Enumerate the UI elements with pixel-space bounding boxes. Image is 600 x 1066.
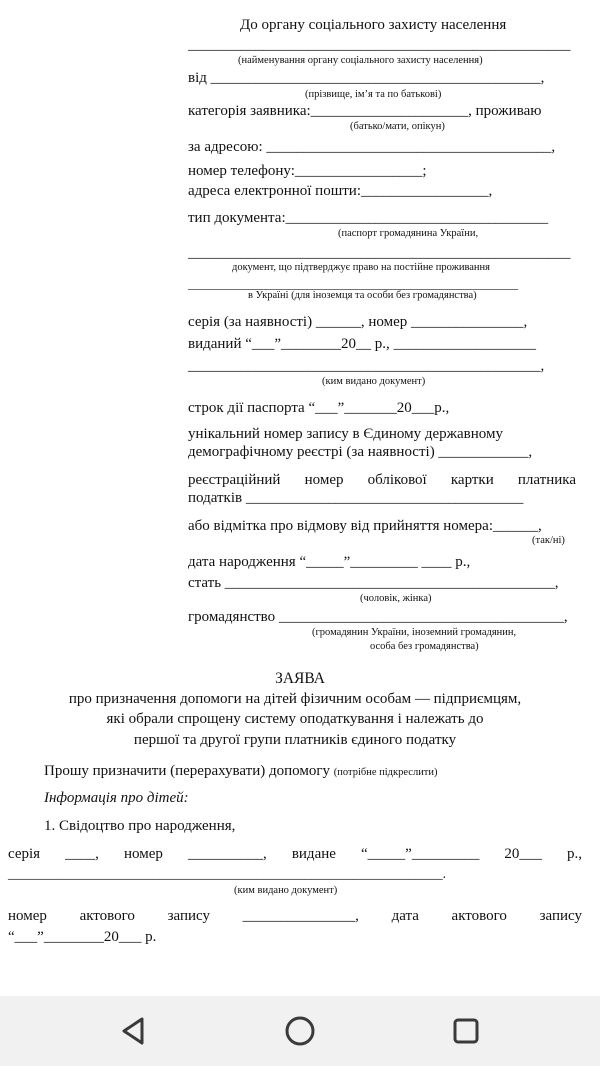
phone-field[interactable]: номер телефону:_________________; — [188, 163, 427, 179]
request-text — [44, 762, 438, 782]
tax-number-label: реєстраційний номер облікової картки платника — [188, 472, 576, 488]
back-triangle-icon — [116, 1013, 152, 1049]
tax-number-field[interactable]: податків _____________________________________ — [188, 490, 524, 506]
from-field[interactable]: від ____________________________________________, — [188, 70, 545, 86]
sex-field[interactable]: стать ____________________________________________, — [188, 575, 559, 591]
organ-hint: (найменування органу соціального захисту населення) — [238, 55, 483, 66]
organ-field[interactable]: ___________________________________________________ — [188, 37, 571, 53]
series-number-field[interactable]: серія (за наявності) ______, номер _______________, — [188, 314, 528, 330]
email-field[interactable]: адреса електронної пошти:_________________, — [188, 183, 493, 199]
certificate-issued-by-hint: (ким видано документ) — [234, 885, 338, 896]
sex-hint: (чоловік, жінка) — [360, 593, 432, 604]
citizenship-hint-2: особа без громадянства) — [370, 641, 479, 652]
record-number-field[interactable]: номер актового запису _______________, дата актового запису — [8, 908, 582, 924]
document-subtitle-2: які обрали спрощену систему оподаткування і належать до — [106, 711, 484, 727]
document-title: ЗАЯВА — [275, 670, 325, 687]
children-info-heading: Інформація про дітей: — [44, 790, 189, 806]
navigation-bar — [0, 996, 600, 1066]
passport-term-field[interactable]: строк дії паспорта “___”_______20___р., — [188, 400, 450, 416]
request-hint: (потрібне підкреслити) — [333, 767, 438, 778]
home-button[interactable] — [282, 1013, 318, 1049]
doctype-hint: (паспорт громадянина України, — [338, 228, 479, 239]
category-hint: (батько/мати, опікун) — [350, 121, 445, 132]
certificate-details-field[interactable]: серія ____, номер __________, видане “_____”_________ 20___ р., — [8, 846, 582, 862]
from-hint: (прізвище, ім’я та по батькові) — [305, 89, 442, 100]
unique-number-label: унікальний номер запису в Єдиному державному — [188, 426, 503, 442]
refusal-hint: (так/ні) — [532, 535, 565, 546]
doctype-hint-3: в Україні (для іноземця та особи без громадянства) — [248, 290, 477, 301]
doctype-field-3[interactable]: _______________________________________________________ — [188, 277, 518, 291]
category-field[interactable]: категорія заявника:_____________________, проживаю — [188, 103, 542, 119]
unique-number-field[interactable]: демографічному реєстрі (за наявності) ____________, — [188, 444, 533, 460]
certificate-issued-by-field[interactable]: _______________________________________________________________. — [8, 866, 447, 881]
doctype-field[interactable]: тип документа:___________________________________ — [188, 210, 549, 226]
record-date-field[interactable]: “___”________20___ р. — [8, 929, 157, 945]
issued-field[interactable]: виданий “___”________20__ р., ___________________ — [188, 336, 537, 352]
address-field[interactable]: за адресою: ______________________________________, — [188, 139, 556, 155]
refusal-field[interactable]: або відмітка про відмову від прийняття номера:______, — [188, 518, 542, 534]
request-label: Прошу призначити (перерахувати) допомогу — [44, 763, 331, 779]
addressee-label: До органу соціального захисту населення — [240, 17, 507, 33]
document-subtitle-1: про призначення допомоги на дітей фізичним особам — підприємцям, — [68, 691, 522, 707]
citizenship-hint-1: (громадянин України, іноземний громадянин, — [312, 627, 517, 638]
birth-certificate-item: 1. Свідоцтво про народження, — [44, 818, 236, 834]
citizenship-field[interactable]: громадянство ______________________________________, — [188, 609, 568, 625]
birth-date-field[interactable]: дата народження “_____”_________ ____ р., — [188, 554, 471, 570]
doctype-hint-2: документ, що підтверджує право на постійне проживання — [232, 262, 490, 273]
back-button[interactable] — [116, 1013, 152, 1049]
home-circle-icon — [282, 1013, 318, 1049]
recents-button[interactable] — [448, 1013, 484, 1049]
issued-by-hint: (ким видано документ) — [322, 376, 426, 387]
recents-square-icon — [448, 1013, 484, 1049]
document-subtitle-3: першої та другої групи платників єдиного податку — [133, 732, 457, 748]
doctype-field-2[interactable]: ___________________________________________________ — [188, 245, 571, 261]
issued-by-field[interactable]: _______________________________________________, — [188, 358, 545, 374]
